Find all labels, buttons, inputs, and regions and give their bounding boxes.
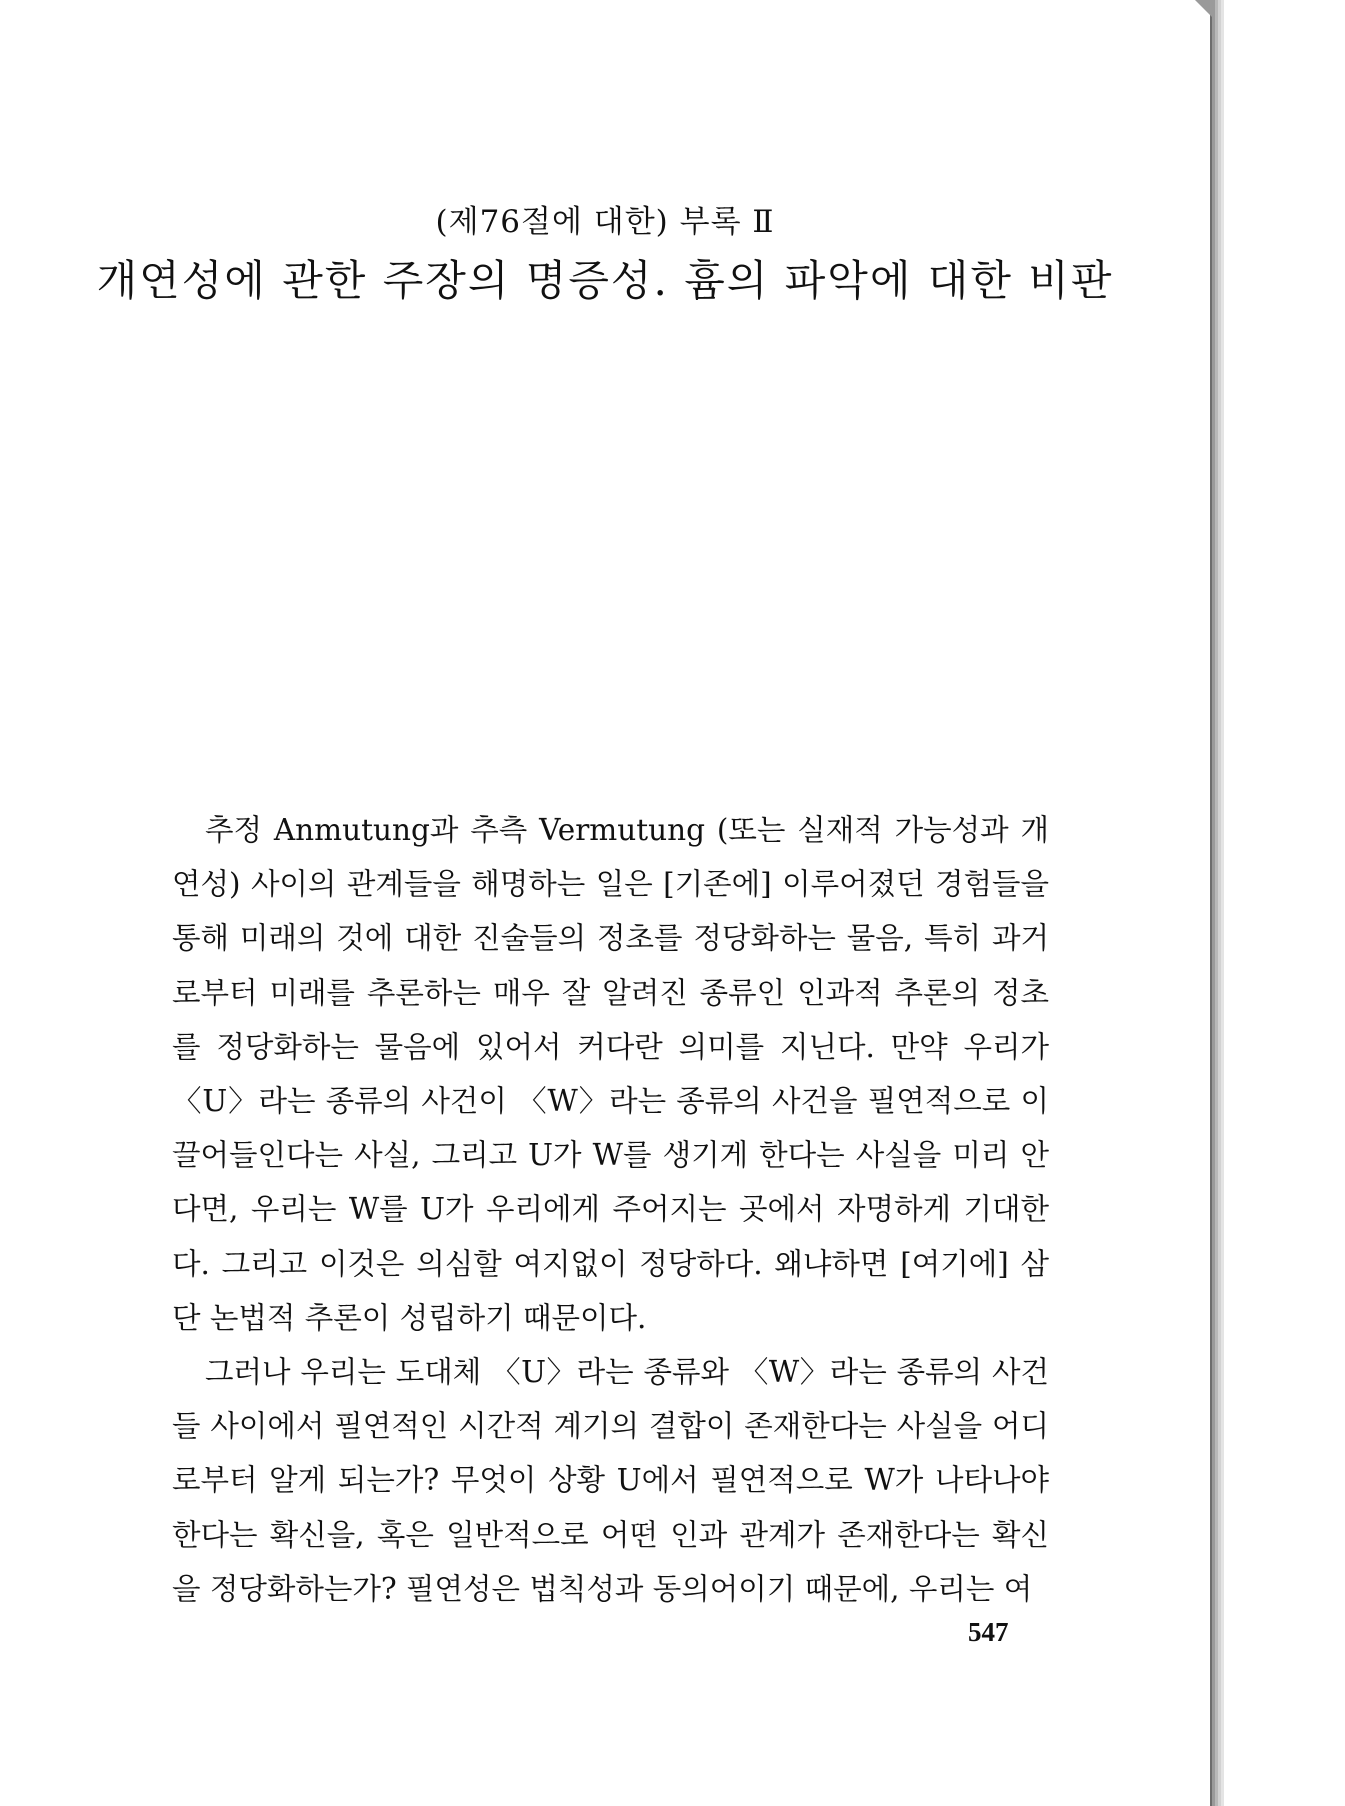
paragraph: 그러나 우리는 도대체 〈U〉라는 종류와 〈W〉라는 종류의 사건들 사이에서 필연적인 시간적 계기의 결합이 존재한다는 사실을 어디로부터 알게 되는가? 무엇이 상황 U에서 필연적으로 W가 나타나야 한다는 확신을, 혹은 일반적으로 어떤 인과 관계가 존재한다는 확신을 정당화하는가? 필연성은 법칙성과 동의어이기 때문에, 우리는 여 — [172, 1355, 1049, 1606]
chapter-header — [0, 200, 1210, 308]
page-corner — [1195, 0, 1215, 20]
appendix-subheading: (제76절에 대한) 부록 Ⅱ — [435, 204, 775, 240]
chapter-title: 개연성에 관한 주장의 명증성. 흄의 파악에 대한 비판 — [96, 256, 1114, 305]
page-number: 547 — [968, 1617, 1009, 1647]
body-text — [172, 803, 1049, 1616]
paragraph: 추정 Anmutung과 추측 Vermutung (또는 실재적 가능성과 개연성) 사이의 관계들을 해명하는 일은 [기존에] 이루어졌던 경험들을 통해 미래의 것에 대한 진술들의 정초를 정당화하는 물음, 특히 과거로부터 미래를 추론하는 매우 잘 알려진 종류인 인과적 추론의 정초를 정당화하는 물음에 있어서 커다란 의미를 지닌다. 만약 우리가 〈U〉라는 종류의 사건이 〈W〉라는 종류의 사건을 필연적으로 이끌어들인다는 사실, 그리고 U가 W를 생기게 한다는 사실을 미리 안다면, 우리는 W를 U가 우리에게 주어지는 곳에서 자명하게 기대한다. 그리고 이것은 의심할 여지없이 정당하다. 왜냐하면 [여기에] 삼단 논법적 추론이 성립하기 때문이다. — [172, 813, 1049, 1335]
